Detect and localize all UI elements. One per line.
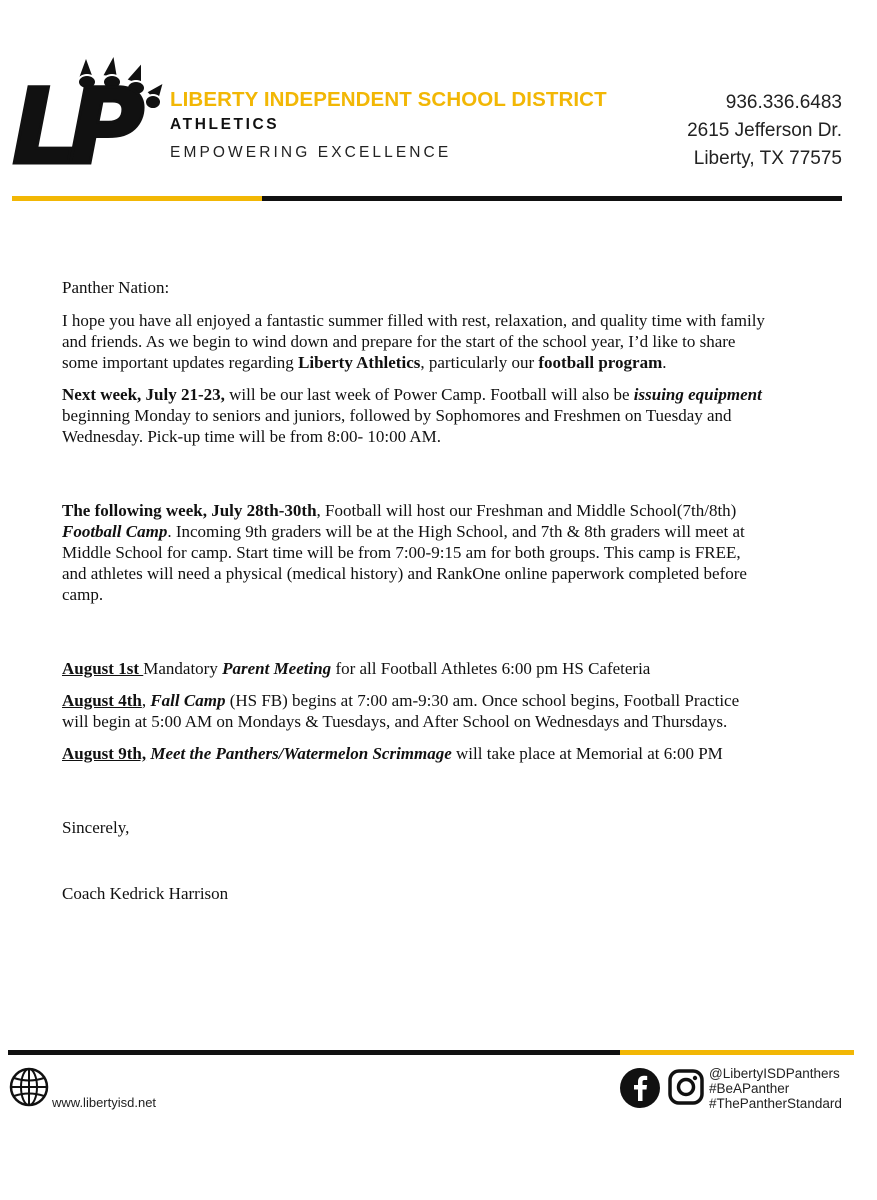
footer-rule-black [8,1050,620,1055]
org-name: LIBERTY INDEPENDENT SCHOOL DISTRICT [170,88,607,111]
parent-meeting-text: Mandatory [143,659,223,678]
paragraph-power-camp [62,384,767,447]
fall-camp-comma: , [141,691,151,710]
hashtag-be-a-panther[interactable]: #BeAPanther [709,1081,790,1096]
power-camp-text-2: beginning Monday to seniors and juniors, followed by Sophomores and Freshmen on Tuesday and Wednesday. Pick-up time will be from 8:00- 10:00 AM. [62,406,732,446]
fall-camp-date: August 4th [62,691,142,710]
footer-website [8,1066,308,1116]
logo-letters: LP [12,66,135,188]
scrimmage-date: August 9th, [62,744,147,763]
header-rule-gold [12,196,262,201]
header-rule-black [262,196,842,201]
footer-social [620,1066,870,1116]
intro-text: I hope you have all enjoyed a fantastic summer filled with rest, relaxation, and quality time with family and friends. As we begin to wind down and prepare for the start of the school year, I’d like to share some important updates regarding [62,311,765,372]
paragraph-football-camp [62,500,767,605]
org-motto: EMPOWERING EXCELLENCE [170,144,452,161]
fall-camp-title: Fall Camp [150,691,226,710]
power-camp-dates: Next week, July 21-23, [62,385,225,404]
footer-rule-gold [620,1050,854,1055]
intro-text-3: . [662,353,667,372]
contact-address-line2: Liberty, TX 77575 [693,148,842,169]
social-tags [709,1066,842,1111]
paragraph-parent-meeting [62,658,767,679]
signature: Coach Kedrick Harrison [62,884,229,903]
website-link[interactable]: www.libertyisd.net [52,1095,157,1110]
scrimmage-text: will take place at Memorial at 6:00 PM [451,744,723,763]
issuing-equipment: issuing equipment [633,385,762,404]
paragraph-scrimmage [62,743,767,764]
closing: Sincerely, [62,818,130,837]
football-camp-title: Football Camp [62,522,168,541]
football-camp-text: , Football will host our Freshman and Middle School(7th/8th) [316,501,737,520]
contact-address-line1: 2615 Jefferson Dr. [687,120,842,141]
facebook-icon[interactable] [620,1068,660,1108]
parent-meeting-text-2: for all Football Athletes 6:00 pm HS Cafeteria [331,659,651,678]
parent-meeting-date: August 1st [62,659,144,678]
football-camp-dates: The following week, July 28th-30th [62,501,317,520]
parent-meeting-title: Parent Meeting [222,659,332,678]
fall-camp-text: (HS FB) begins at 7:00 am-9:30 am. Once school begins, Football Practice will begin at 5:00 AM on Mondays & Tuesdays, and After School on Wednesdays and Thursdays. [62,691,740,731]
contact-block [687,89,842,173]
org-block [170,88,607,162]
intro-liberty-athletics: Liberty Athletics [298,353,421,372]
intro-text-2: , particularly our [420,353,539,372]
intro-football-program: football program [538,353,663,372]
paragraph-intro [62,310,767,373]
contact-phone: 936.336.6483 [725,92,842,113]
globe-icon [8,1066,50,1108]
power-camp-text: will be our last week of Power Camp. Football will also be [224,385,634,404]
district-logo [10,42,170,192]
paragraph-fall-camp [62,690,767,732]
letter-body [62,277,767,904]
org-department: ATHLETICS [170,116,280,133]
social-handle[interactable]: @LibertyISDPanthers [709,1066,840,1081]
instagram-icon[interactable] [668,1069,704,1105]
football-camp-text-2: . Incoming 9th graders will be at the High School, and 7th & 8th graders will meet at Middle School for camp. Start time will be from 7:00-9:15 am for both groups. This camp is FREE, and athletes will need a physical (medical history) and RankOne online paperwork completed before camp. [62,522,747,604]
scrimmage-title: Meet the Panthers/Watermelon Scrimmage [150,744,452,763]
salutation: Panther Nation: [62,278,170,297]
hashtag-the-panther-standard[interactable]: #ThePantherStandard [709,1096,842,1111]
